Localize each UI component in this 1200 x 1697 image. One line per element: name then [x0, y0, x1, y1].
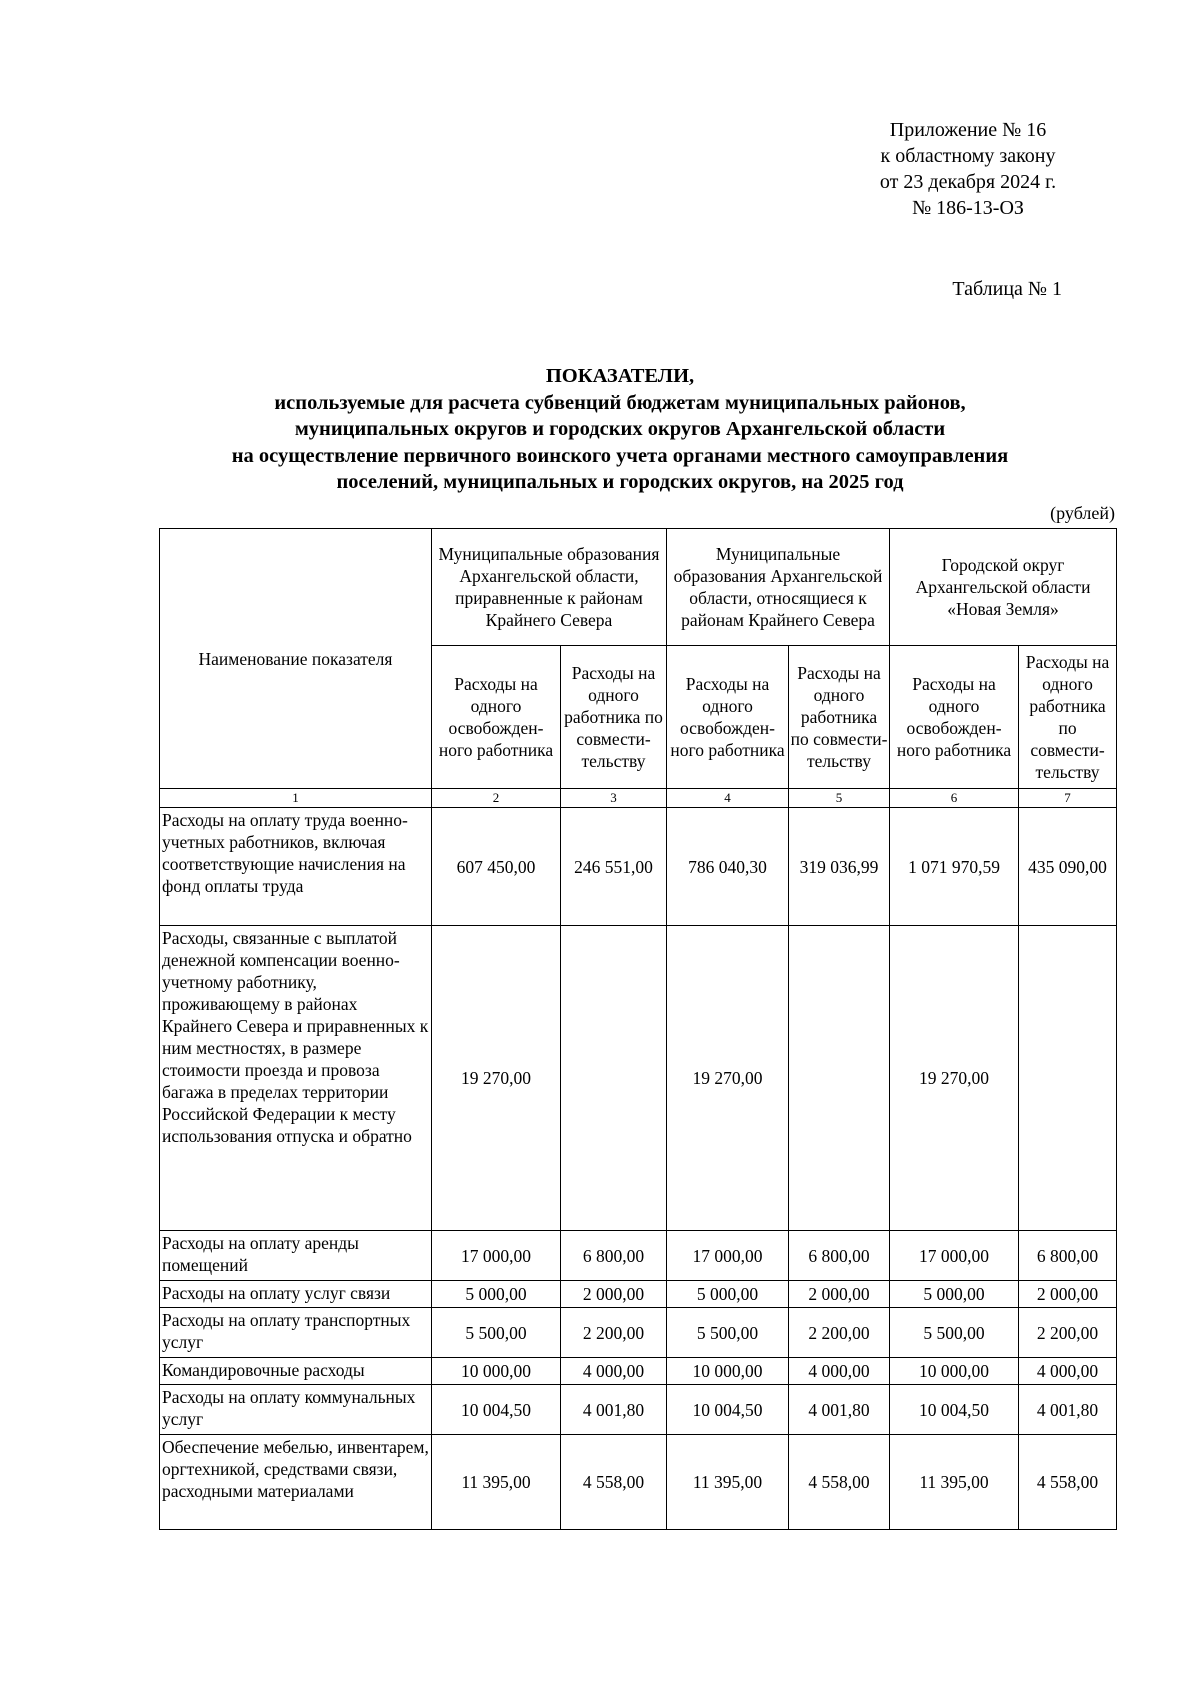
row-value: 6 800,00 — [789, 1231, 890, 1281]
column-number: 5 — [789, 789, 890, 808]
header-indicator-name: Наименование показателя — [160, 529, 432, 789]
row-value: 4 000,00 — [1019, 1358, 1117, 1385]
appendix-line: к областному закону — [880, 145, 1056, 167]
row-value: 5 500,00 — [667, 1308, 789, 1358]
row-value: 10 000,00 — [667, 1358, 789, 1385]
row-value: 4 000,00 — [561, 1358, 667, 1385]
row-value — [789, 926, 890, 1231]
column-number: 4 — [667, 789, 789, 808]
table-row — [160, 1435, 1117, 1530]
row-value: 17 000,00 — [432, 1231, 561, 1281]
row-value: 5 500,00 — [432, 1308, 561, 1358]
table-header-row — [160, 529, 1117, 646]
header-group-novaya-zemlya: Городской округ Архангельской области «Новая Земля» — [890, 529, 1117, 646]
indicators-table — [159, 528, 1117, 1530]
row-value: 4 558,00 — [789, 1435, 890, 1530]
appendix-line: № 186-13-ОЗ — [912, 197, 1024, 219]
row-value: 435 090,00 — [1019, 808, 1117, 926]
table-row — [160, 1281, 1117, 1308]
row-value: 4 558,00 — [561, 1435, 667, 1530]
row-value: 4 000,00 — [789, 1358, 890, 1385]
document-title — [150, 363, 1090, 496]
row-value: 5 000,00 — [890, 1281, 1019, 1308]
column-number: 3 — [561, 789, 667, 808]
table-row — [160, 926, 1117, 1231]
row-value: 2 000,00 — [1019, 1281, 1117, 1308]
title-line: поселений, муниципальных и городских округов, на 2025 год — [336, 471, 904, 493]
row-name: Расходы, связанные с выплатой денежной компенсации военно-учетному работнику, проживающему в районах Крайнего Севера и приравненных к ним местностях, в размере стоимости проезда и провоза багажа в пределах территории Российской Федерации к месту использования отпуска и обратно — [160, 926, 432, 1231]
table-number-label: Таблица № 1 — [952, 278, 1062, 300]
table-row — [160, 1308, 1117, 1358]
column-number: 6 — [890, 789, 1019, 808]
subheader-part-time-worker: Расходы на одного работника по совмести-тельству — [1019, 646, 1117, 789]
row-value — [1019, 926, 1117, 1231]
column-number: 1 — [160, 789, 432, 808]
subheader-released-worker: Расходы на одного освобожден-ного работника — [667, 646, 789, 789]
row-value: 2 000,00 — [561, 1281, 667, 1308]
row-value: 10 000,00 — [890, 1358, 1019, 1385]
row-value: 11 395,00 — [667, 1435, 789, 1530]
row-value: 10 004,50 — [667, 1385, 789, 1435]
row-value: 786 040,30 — [667, 808, 789, 926]
row-value: 17 000,00 — [890, 1231, 1019, 1281]
appendix-reference — [838, 117, 1098, 221]
row-value: 6 800,00 — [561, 1231, 667, 1281]
table-row — [160, 1231, 1117, 1281]
subheader-released-worker: Расходы на одного освобожден-ного работника — [432, 646, 561, 789]
column-number-row — [160, 789, 1117, 808]
table-row — [160, 1358, 1117, 1385]
row-value: 19 270,00 — [890, 926, 1019, 1231]
row-value — [561, 926, 667, 1231]
row-value: 607 450,00 — [432, 808, 561, 926]
appendix-line: от 23 декабря 2024 г. — [879, 171, 1057, 193]
row-value: 319 036,99 — [789, 808, 890, 926]
title-line: на осуществление первичного воинского учета органами местного самоуправления — [231, 444, 1009, 467]
row-value: 11 395,00 — [890, 1435, 1019, 1530]
row-value: 2 200,00 — [561, 1308, 667, 1358]
column-number: 2 — [432, 789, 561, 808]
subheader-part-time-worker: Расходы на одного работника по совмести-тельству — [789, 646, 890, 789]
row-name: Расходы на оплату транспортных услуг — [160, 1308, 432, 1358]
header-group-equated-regions: Муниципальные образования Архангельской области, приравненные к районам Крайнего Севера — [432, 529, 667, 646]
row-value: 4 001,80 — [561, 1385, 667, 1435]
row-value: 6 800,00 — [1019, 1231, 1117, 1281]
row-name: Обеспечение мебелью, инвентарем, оргтехникой, средствами связи, расходными материалами — [160, 1435, 432, 1530]
title-line: муниципальных округов и городских округов Архангельской области — [294, 418, 946, 440]
row-value: 19 270,00 — [432, 926, 561, 1231]
subheader-part-time-worker: Расходы на одного работника по совмести-тельству — [561, 646, 667, 789]
row-value: 1 071 970,59 — [890, 808, 1019, 926]
row-value: 19 270,00 — [667, 926, 789, 1231]
table-row — [160, 1385, 1117, 1435]
row-name: Расходы на оплату коммунальных услуг — [160, 1385, 432, 1435]
row-name: Расходы на оплату труда военно-учетных работников, включая соответствующие начисления на фонд оплаты труда — [160, 808, 432, 926]
row-name: Расходы на оплату аренды помещений — [160, 1231, 432, 1281]
title-line: ПОКАЗАТЕЛИ, — [545, 365, 695, 387]
row-name: Расходы на оплату услуг связи — [160, 1281, 432, 1308]
row-value: 10 000,00 — [432, 1358, 561, 1385]
row-value: 5 500,00 — [890, 1308, 1019, 1358]
row-value: 5 000,00 — [432, 1281, 561, 1308]
row-value: 11 395,00 — [432, 1435, 561, 1530]
row-value: 4 001,80 — [789, 1385, 890, 1435]
subheader-released-worker: Расходы на одного освобожден-ного работника — [890, 646, 1019, 789]
row-value: 4 558,00 — [1019, 1435, 1117, 1530]
row-value: 10 004,50 — [432, 1385, 561, 1435]
appendix-line: Приложение № 16 — [889, 119, 1047, 141]
column-number: 7 — [1019, 789, 1117, 808]
row-value: 2 200,00 — [789, 1308, 890, 1358]
row-value: 17 000,00 — [667, 1231, 789, 1281]
header-group-far-north: Муниципальные образования Архангельской области, относящиеся к районам Крайнего Севера — [667, 529, 890, 646]
row-value: 5 000,00 — [667, 1281, 789, 1308]
row-value: 2 200,00 — [1019, 1308, 1117, 1358]
row-name: Командировочные расходы — [160, 1358, 432, 1385]
row-value: 2 000,00 — [789, 1281, 890, 1308]
row-value: 246 551,00 — [561, 808, 667, 926]
row-value: 4 001,80 — [1019, 1385, 1117, 1435]
title-line: используемые для расчета субвенций бюджетам муниципальных районов, — [274, 391, 966, 414]
row-value: 10 004,50 — [890, 1385, 1019, 1435]
units-label: (рублей) — [1050, 503, 1115, 523]
table-row — [160, 808, 1117, 926]
